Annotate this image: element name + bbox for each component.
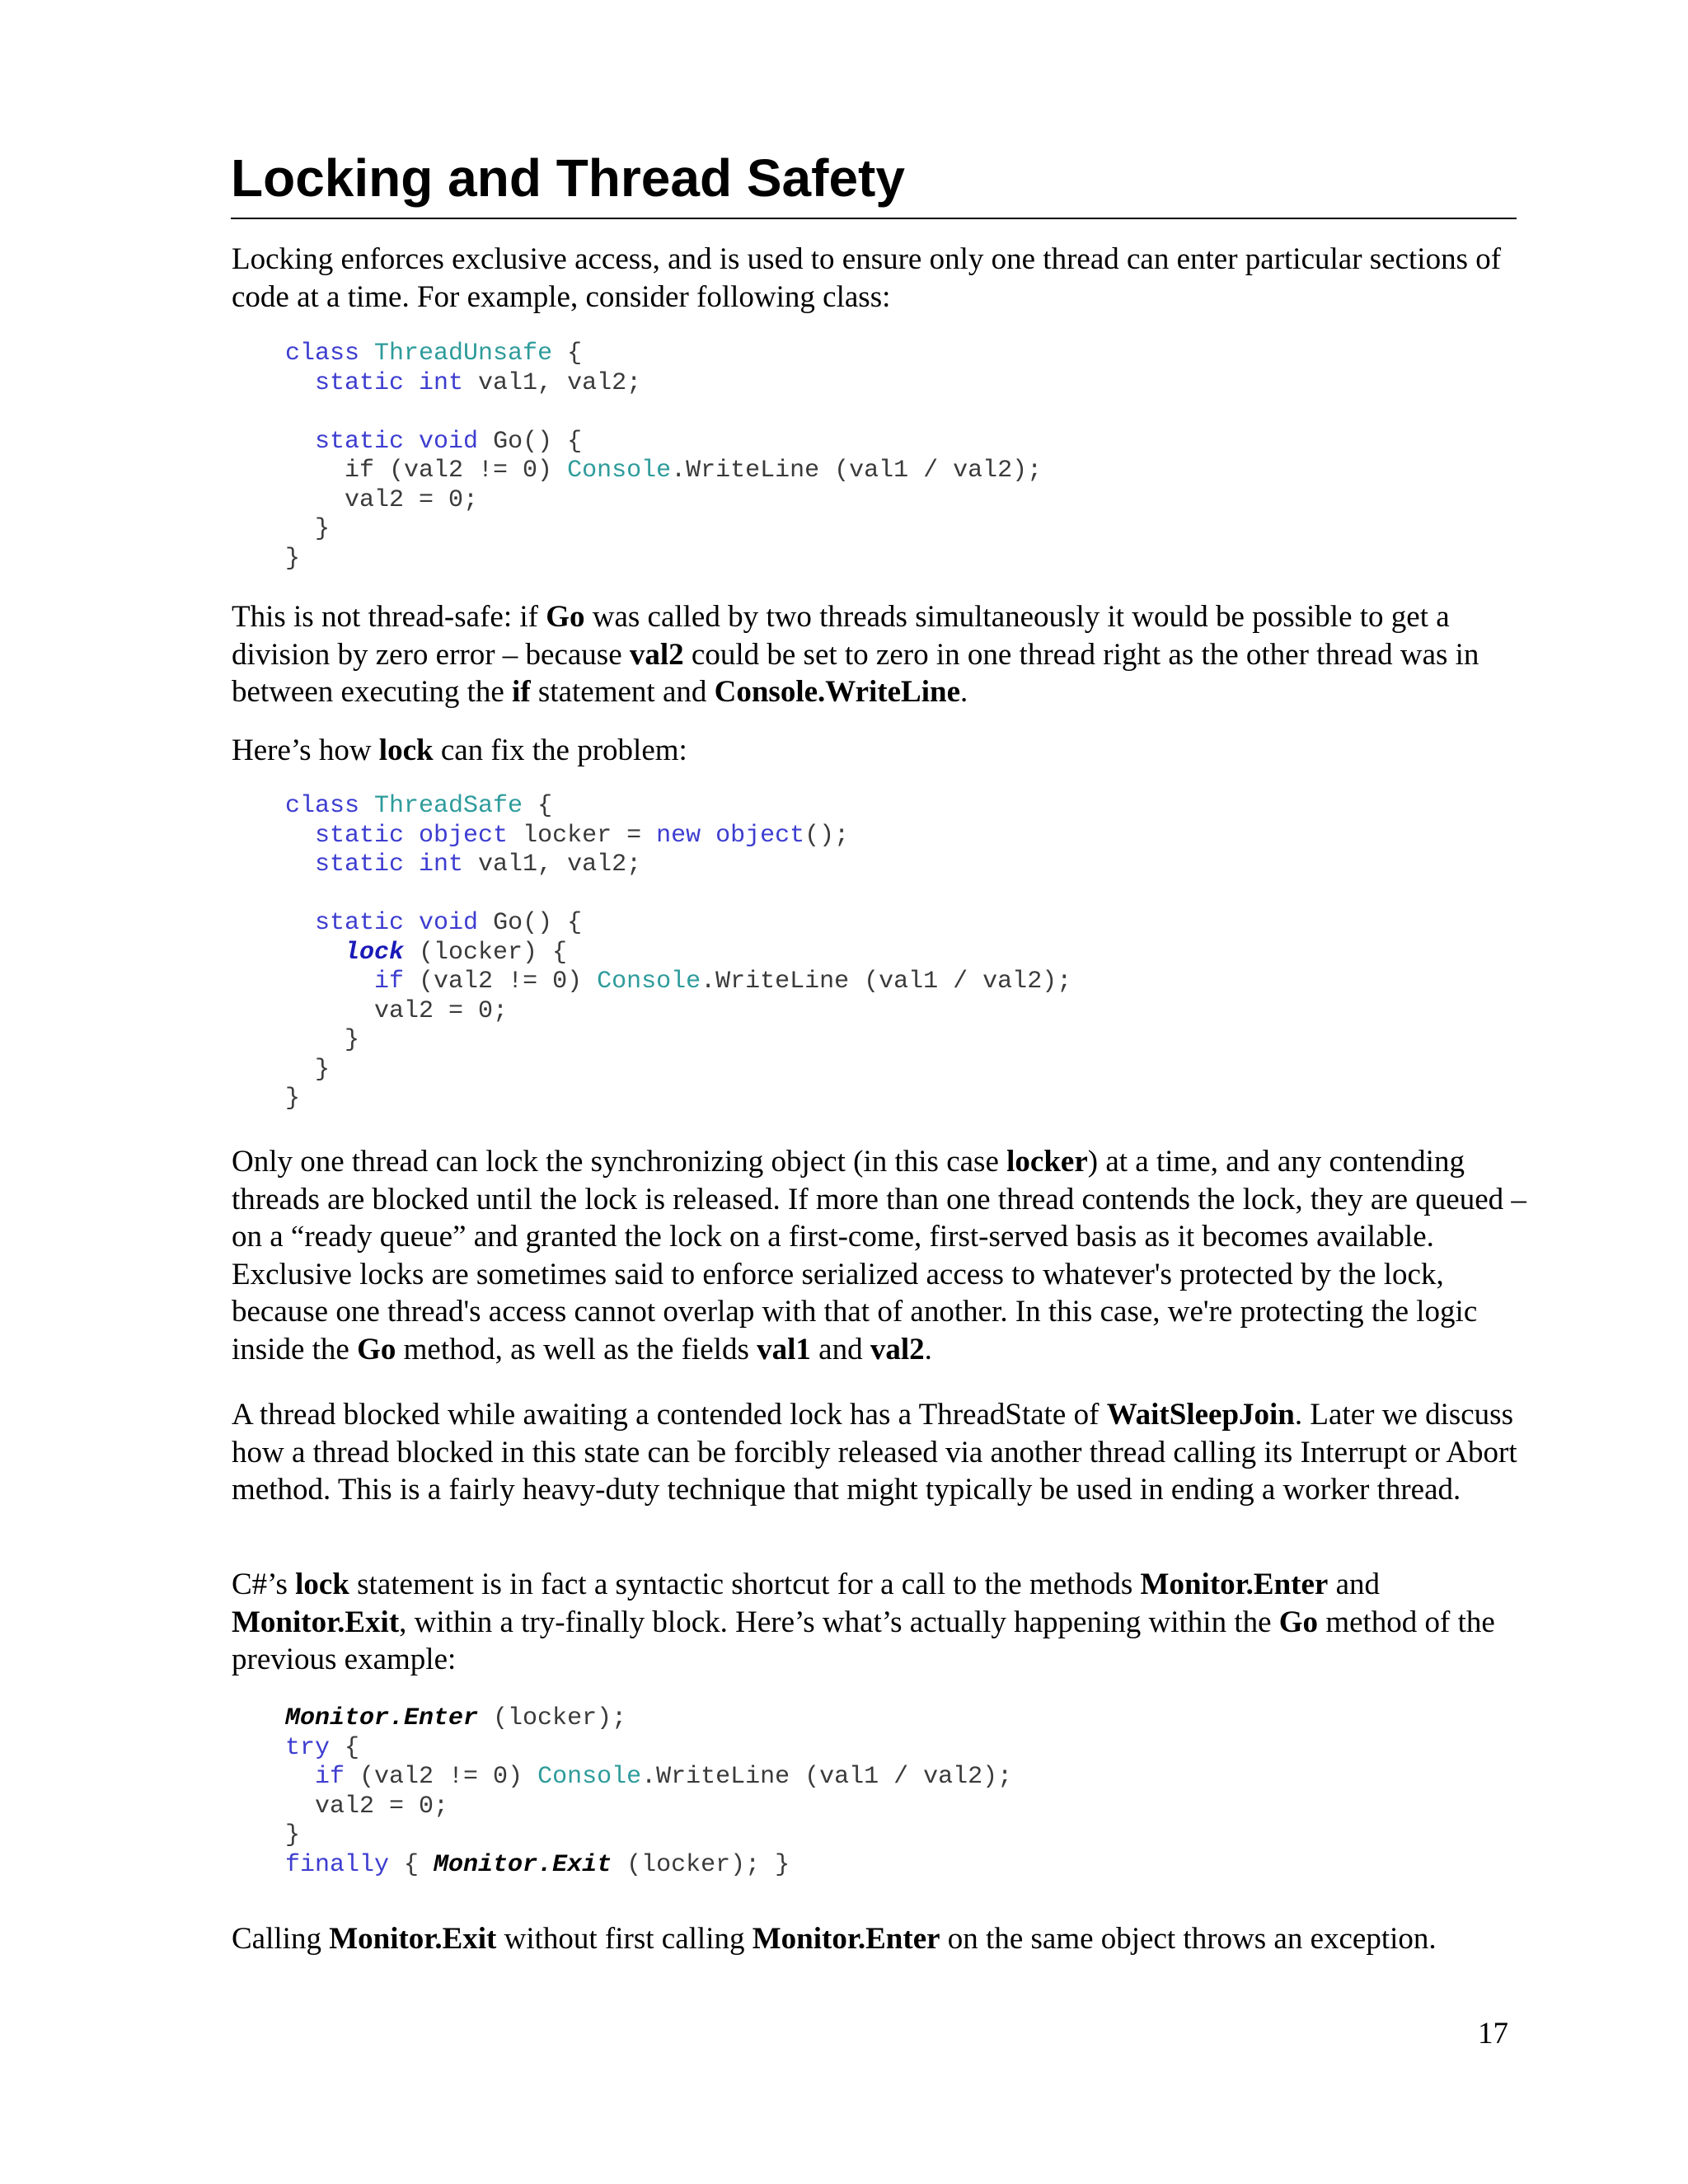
- title-rule: [231, 218, 1517, 219]
- code-text: val2 = 0;: [374, 996, 509, 1025]
- code-text: locker =: [508, 821, 657, 850]
- code-text: (val2 != 0): [345, 1763, 538, 1791]
- code-line: [285, 1085, 300, 1113]
- code-line: [285, 1734, 359, 1762]
- text-run: Only one thread can lock the synchronizing object (in this case: [232, 1145, 1007, 1179]
- page-title: Locking and Thread Safety: [231, 148, 905, 208]
- code-block-thread-safe: [285, 792, 1071, 1114]
- code-line: [285, 457, 1042, 485]
- code-line: [285, 340, 582, 368]
- code-line: [285, 1851, 790, 1879]
- code-text: {: [330, 1733, 360, 1762]
- text-run: could be set to zero in one thread right as the other thread was in between executing the: [232, 637, 1479, 709]
- code-text: Go() {: [478, 427, 583, 456]
- code-text: val2 = 0;: [345, 485, 479, 514]
- code-text: }: [285, 1085, 301, 1113]
- code-text: }: [285, 544, 301, 573]
- code-text: (locker); }: [612, 1850, 790, 1879]
- text-run: , within a try-finally block. Here’s what’s actually happening within the: [399, 1605, 1279, 1639]
- code-keyword: static int: [315, 368, 464, 397]
- paragraph-monitor-exit: [232, 1920, 1530, 1958]
- text-run: and: [810, 1332, 870, 1366]
- text-run: Here’s how: [232, 733, 379, 767]
- bold-term: val1: [757, 1332, 811, 1366]
- text-run: method of the previous example:: [232, 1605, 1495, 1676]
- bold-term: lock: [295, 1568, 349, 1601]
- code-text: Go() {: [478, 909, 583, 937]
- paragraph-intro-text: Locking enforces exclusive access, and is used to ensure only one thread can enter particular sections of code at a time. For example, consider following class:: [232, 242, 1502, 314]
- code-line: [285, 1026, 359, 1054]
- code-type: Console: [597, 968, 701, 996]
- code-text: if (val2 != 0): [345, 457, 568, 485]
- bold-term: WaitSleepJoin: [1106, 1398, 1295, 1432]
- code-text: .WriteLine (val1 / val2);: [671, 457, 1043, 485]
- code-line: [285, 822, 849, 850]
- code-text: }: [315, 1055, 331, 1084]
- text-run: on the same object throws an exception.: [940, 1922, 1437, 1956]
- code-text: .WriteLine (val1 / val2);: [701, 968, 1072, 996]
- code-text: val1, val2;: [463, 851, 642, 879]
- code-line: [285, 997, 508, 1025]
- bold-term: Go: [546, 600, 585, 634]
- paragraph-not-thread-safe: [232, 598, 1530, 711]
- code-method: Monitor.Exit: [434, 1850, 612, 1879]
- code-line: [285, 1821, 300, 1849]
- text-run: can fix the problem:: [433, 733, 687, 767]
- code-text: }: [315, 515, 331, 543]
- code-text: ();: [804, 821, 850, 850]
- text-run: method, as well as the fields: [396, 1332, 757, 1366]
- code-text: {: [523, 792, 553, 820]
- page-number: 17: [1478, 2017, 1508, 2050]
- code-text: val2 = 0;: [315, 1792, 449, 1821]
- code-line: [285, 792, 552, 820]
- code-text: (locker) {: [404, 938, 568, 967]
- bold-term: if: [512, 675, 531, 709]
- code-text: (val2 != 0): [404, 968, 598, 996]
- code-text: }: [285, 1821, 301, 1849]
- code-line: [285, 1793, 448, 1821]
- code-keyword: static int: [315, 851, 464, 879]
- text-run: Calling: [232, 1922, 330, 1956]
- code-keyword: if: [374, 968, 405, 996]
- code-keyword: finally: [285, 1850, 390, 1879]
- code-keyword: new object: [656, 821, 805, 850]
- code-keyword-lock: lock: [345, 938, 405, 967]
- text-run: without first calling: [496, 1922, 753, 1956]
- bold-term: val2: [870, 1332, 925, 1366]
- code-keyword: try: [285, 1733, 331, 1762]
- code-keyword: class: [285, 340, 360, 368]
- text-run: statement is in fact a syntactic shortcut for a call to the methods: [349, 1568, 1141, 1601]
- text-run: . Later we discuss how a thread blocked in this state can be forcibly released via another thread calling its Interrupt or Abort method. This is a fairly heavy-duty technique that might typically be used in ending a worker thread.: [232, 1398, 1517, 1507]
- code-text: val1, val2;: [463, 368, 642, 397]
- code-keyword: class: [285, 792, 360, 820]
- text-run: .: [924, 1332, 932, 1366]
- code-text: {: [389, 1850, 434, 1879]
- code-text: .WriteLine (val1 / val2);: [641, 1763, 1013, 1791]
- code-text: (locker);: [478, 1704, 627, 1732]
- code-type: ThreadUnsafe: [374, 340, 553, 368]
- code-line: [285, 968, 1071, 996]
- bold-term: Go: [357, 1332, 396, 1366]
- paragraph-lock-explanation: [232, 1143, 1530, 1368]
- bold-term: Console.WriteLine: [714, 675, 961, 709]
- code-line: [285, 1056, 330, 1084]
- text-run: statement and: [530, 675, 715, 709]
- paragraph-monitor: [232, 1566, 1530, 1679]
- paragraph-lock-fix: [232, 732, 1530, 770]
- text-run: and: [1328, 1568, 1381, 1601]
- bold-term: Monitor.Enter: [1140, 1568, 1329, 1601]
- code-type: ThreadSafe: [374, 792, 523, 820]
- bold-term: Go: [1278, 1605, 1319, 1639]
- code-method: Monitor.Enter: [285, 1704, 479, 1732]
- code-line: [285, 515, 330, 543]
- bold-term: val2: [629, 637, 684, 672]
- code-type: Console: [567, 457, 672, 485]
- paragraph-intro: [232, 241, 1530, 316]
- text-run: was called by two threads simultaneously it would be possible to get a division by zero error – because: [232, 600, 1450, 672]
- text-run: .: [960, 675, 968, 709]
- code-line: [285, 369, 641, 397]
- text-run: This is not thread-safe: if: [232, 600, 546, 634]
- code-line: [285, 428, 582, 456]
- bold-term: Monitor.Exit: [329, 1922, 497, 1956]
- code-keyword: static void: [315, 909, 479, 937]
- code-text: {: [552, 340, 583, 368]
- code-block-thread-unsafe: [285, 340, 1042, 574]
- code-line: [285, 851, 641, 879]
- code-keyword: static void: [315, 427, 479, 456]
- bold-term: Monitor.Enter: [752, 1922, 940, 1956]
- text-run: C#’s: [232, 1568, 296, 1601]
- bold-term: Monitor.Exit: [232, 1605, 400, 1639]
- code-keyword: if: [315, 1763, 345, 1791]
- code-text: }: [345, 1026, 360, 1054]
- bold-term: locker: [1006, 1145, 1088, 1179]
- code-keyword: static object: [315, 821, 509, 850]
- paragraph-thread-state: [232, 1396, 1530, 1509]
- bold-term: lock: [378, 733, 434, 767]
- code-line: [285, 909, 582, 937]
- text-run: A thread blocked while awaiting a contended lock has a ThreadState of: [232, 1398, 1107, 1432]
- code-block-monitor: [285, 1704, 1012, 1880]
- code-type: Console: [537, 1763, 642, 1791]
- text-run: ) at a time, and any contending threads are blocked until the lock is released. If more than one thread contends the lock, they are queued – on a “ready queue” and granted the lock on a first-come, first-served basis as it becomes available. Exclusive locks are sometimes said to enforce serialized access to whatever's protected by the lock, because one thread's access cannot overlap with that of another. In this case, we're protecting the logic inside the: [232, 1145, 1526, 1366]
- code-line: [285, 545, 300, 573]
- code-line: [285, 1763, 1012, 1791]
- code-line: [285, 939, 567, 967]
- code-line: [285, 1704, 626, 1732]
- code-line: [285, 486, 478, 514]
